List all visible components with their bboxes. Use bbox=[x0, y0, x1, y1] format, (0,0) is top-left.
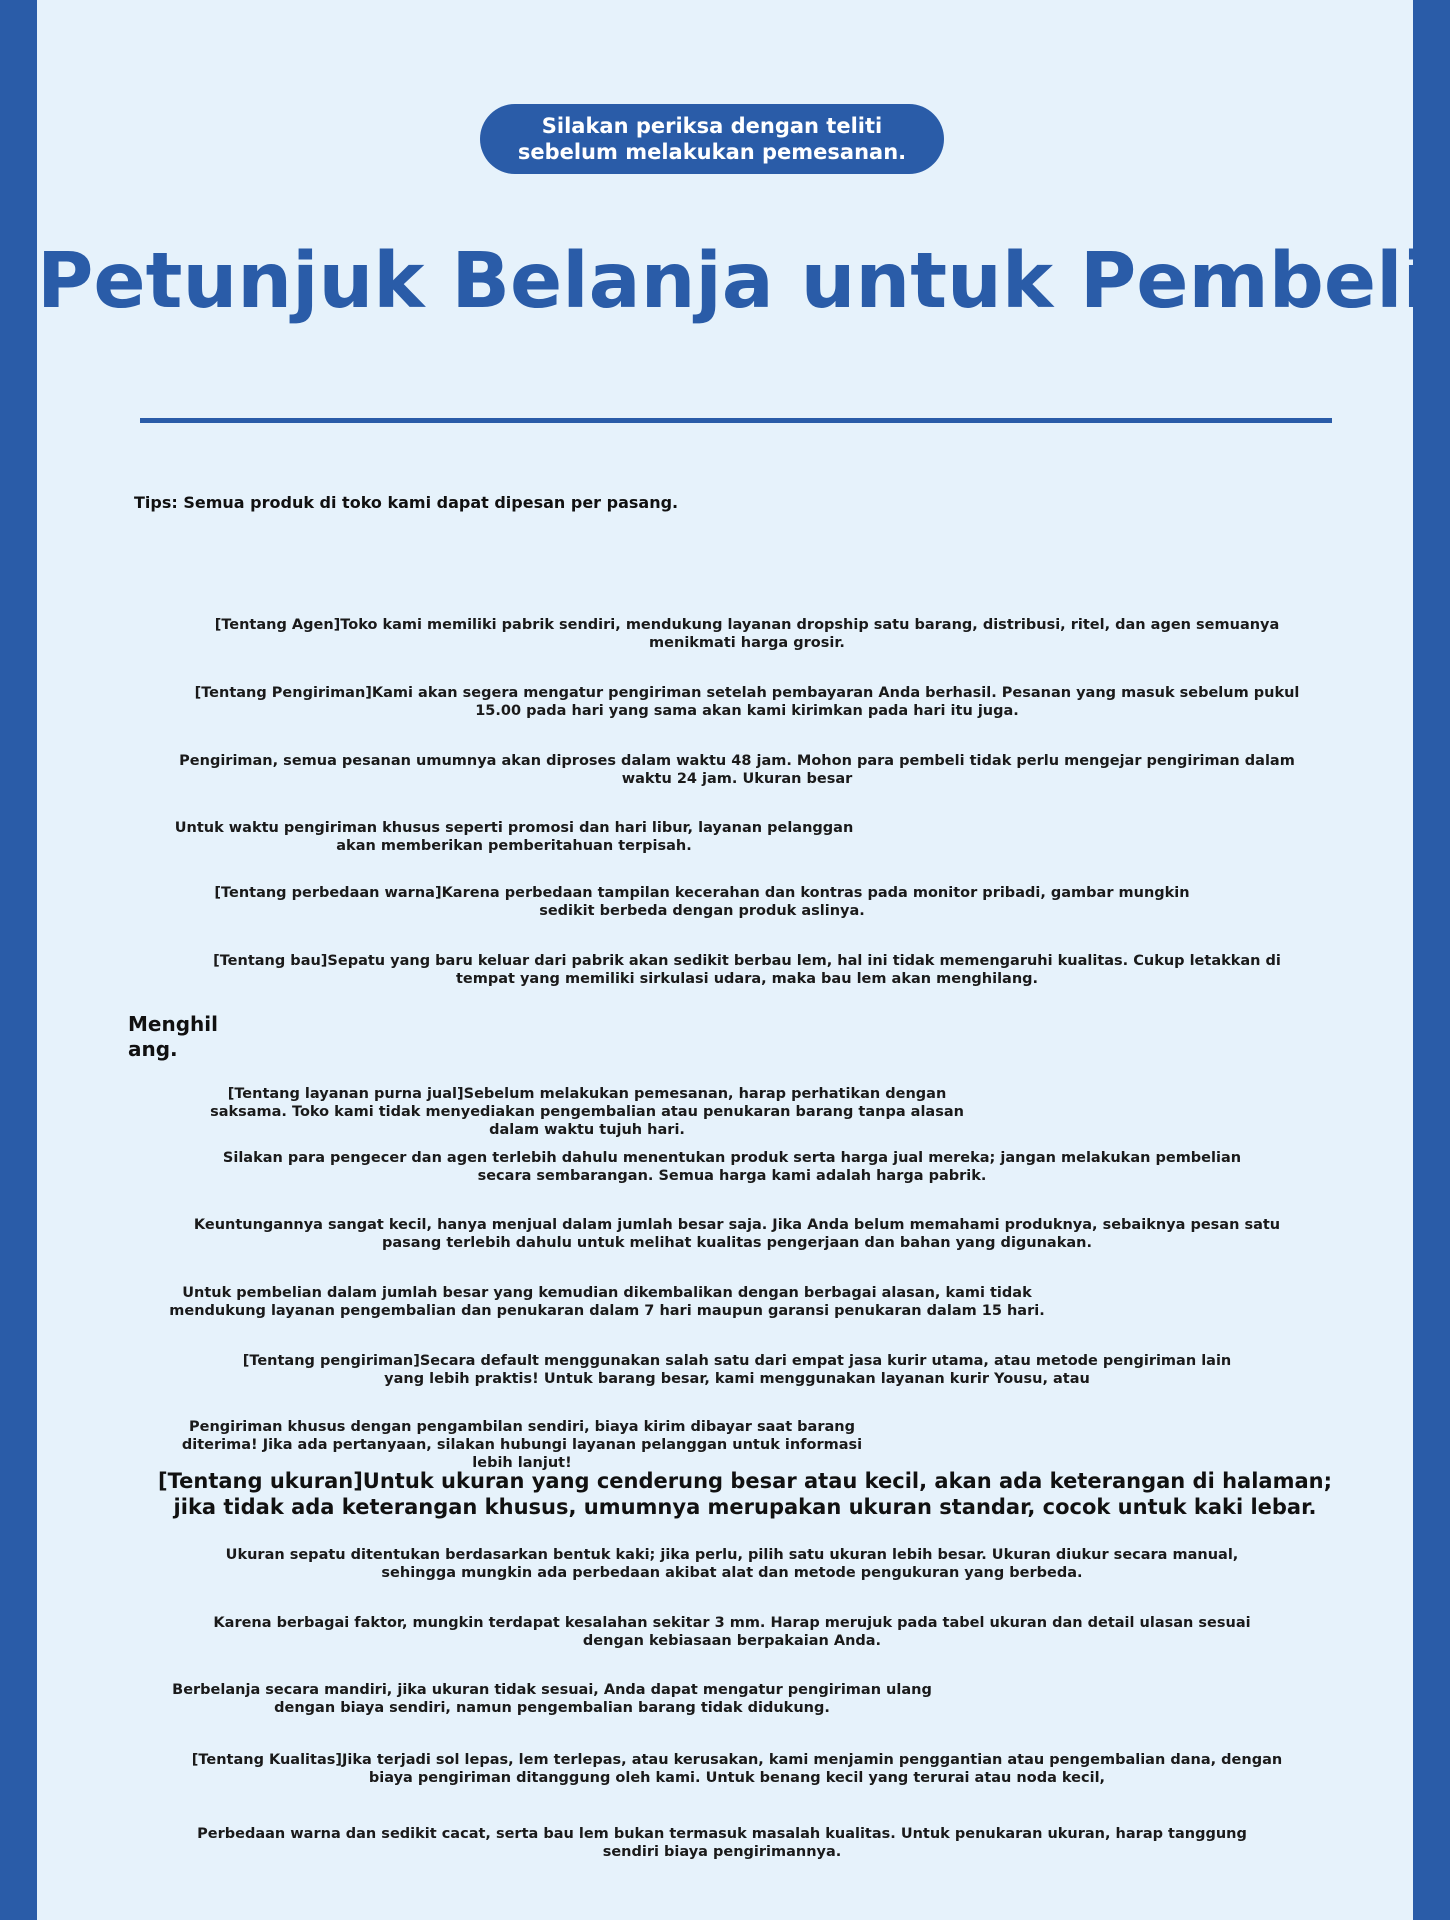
page-title: Petunjuk Belanja untuk Pembeli bbox=[37, 237, 1429, 326]
paragraph-courier: [Tentang pengiriman]Secara default menggunakan salah satu dari empat jasa kurir utama, atau metode pengiriman lain yang lebih praktis! Untuk barang besar, kami menggunakan layanan kurir Yousu, atau bbox=[242, 1353, 1232, 1387]
page-sheet bbox=[37, 0, 1429, 1920]
paragraph-defects: Perbedaan warna dan sedikit cacat, serta bau lem bukan termasuk masalah kualitas. Untuk penukaran ukuran, harap tanggung sendiri biaya pengirimannya. bbox=[197, 1826, 1247, 1860]
side-note-line-2: ang. bbox=[128, 1037, 178, 1061]
notice-line-1: Silakan periksa dengan teliti bbox=[541, 114, 883, 138]
paragraph-reship: Berbelanja secara mandiri, jika ukuran tidak sesuai, Anda dapat mengatur pengiriman ulang dengan biaya sendiri, namun pengembalian barang tidak didukung. bbox=[172, 1682, 932, 1716]
paragraph-processing: Pengiriman, semua pesanan umumnya akan diproses dalam waktu 48 jam. Mohon para pembeli tidak perlu mengejar pengiriman dalam waktu 24 jam. Ukuran besar bbox=[179, 753, 1295, 787]
paragraph-resellers: Silakan para pengecer dan agen terlebih dahulu menentukan produk serta harga jual mereka; jangan melakukan pembelian secara sembarangan. Semua harga kami adalah harga pabrik. bbox=[222, 1150, 1242, 1184]
title-divider bbox=[140, 418, 1332, 423]
side-note bbox=[128, 1012, 218, 1062]
paragraph-profit: Keuntungannya sangat kecil, hanya menjual dalam jumlah besar saja. Jika Anda belum memahami produknya, sebaiknya pesan satu pasang terlebih dahulu untuk melihat kualitas pengerjaan dan bahan yang digunakan. bbox=[193, 1217, 1281, 1251]
paragraph-agent: [Tentang Agen]Toko kami memiliki pabrik sendiri, mendukung layanan dropship satu barang, distribusi, ritel, dan agen semuanya menikmati harga grosir. bbox=[214, 617, 1280, 651]
paragraph-smell: [Tentang bau]Sepatu yang baru keluar dari pabrik akan sedikit berbau lem, hal ini tidak memengaruhi kualitas. Cukup letakkan di tempat yang memiliki sirkulasi udara, maka bau lem akan menghilang. bbox=[213, 953, 1281, 987]
paragraph-quality: [Tentang Kualitas]Jika terjadi sol lepas, lem terlepas, atau kerusakan, kami menjamin penggantian atau pengembalian dana, dengan biaya pengiriman ditanggung oleh kami. Untuk benang kecil yang terurai atau noda kecil, bbox=[191, 1752, 1283, 1786]
paragraph-shipping: [Tentang Pengiriman]Kami akan segera mengatur pengiriman setelah pembayaran Anda berhasil. Pesanan yang masuk sebelum pukul 15.00 pada hari yang sama akan kami kirimkan pada hari itu juga. bbox=[194, 685, 1300, 719]
paragraph-holiday: Untuk waktu pengiriman khusus seperti promosi dan hari libur, layanan pelanggan akan memberikan pemberitahuan terpisah. bbox=[174, 820, 854, 854]
side-note-line-1: Menghil bbox=[128, 1012, 218, 1036]
paragraph-pickup: Pengiriman khusus dengan pengambilan sendiri, biaya kirim dibayar saat barang diterima! Jika ada pertanyaan, silakan hubungi layanan pelanggan untuk informasi lebih lanjut! bbox=[181, 1419, 863, 1471]
tips-text: Tips: Semua produk di toko kami dapat dipesan per pasang. bbox=[134, 493, 679, 512]
paragraph-size-fit: Ukuran sepatu ditentukan berdasarkan bentuk kaki; jika perlu, pilih satu ukuran lebih besar. Ukuran diukur secara manual, sehingga mungkin ada perbedaan akibat alat dan metode pengukuran yang berbeda. bbox=[225, 1547, 1239, 1581]
paragraph-bulk: Untuk pembelian dalam jumlah besar yang kemudian dikembalikan dengan berbagai alasan, kami tidak mendukung layanan pengembalian dan penukaran dalam 7 hari maupun garansi penukaran dalam 15 hari. bbox=[169, 1285, 1045, 1319]
paragraph-after-sales: [Tentang layanan purna jual]Sebelum melakukan pemesanan, harap perhatikan dengan saksama. Toko kami tidak menyediakan pengembalian atau penukaran barang tanpa alasan dalam waktu tujuh hari. bbox=[210, 1086, 964, 1138]
paragraph-color: [Tentang perbedaan warna]Karena perbedaan tampilan kecerahan dan kontras pada monitor pribadi, gambar mungkin sedikit berbeda dengan produk aslinya. bbox=[214, 885, 1190, 919]
size-heading: [Tentang ukuran]Untuk ukuran yang cenderung besar atau kecil, akan ada keterangan di halaman; jika tidak ada keterangan khusus, umumnya merupakan ukuran standar, cocok untuk kaki lebar. bbox=[158, 1469, 1332, 1519]
notice-line-2: sebelum melakukan pemesanan. bbox=[517, 140, 907, 164]
notice-banner bbox=[480, 104, 944, 174]
paragraph-size-error: Karena berbagai faktor, mungkin terdapat kesalahan sekitar 3 mm. Harap merujuk pada tabel ukuran dan detail ulasan sesuai dengan kebiasaan berpakaian Anda. bbox=[213, 1615, 1251, 1649]
